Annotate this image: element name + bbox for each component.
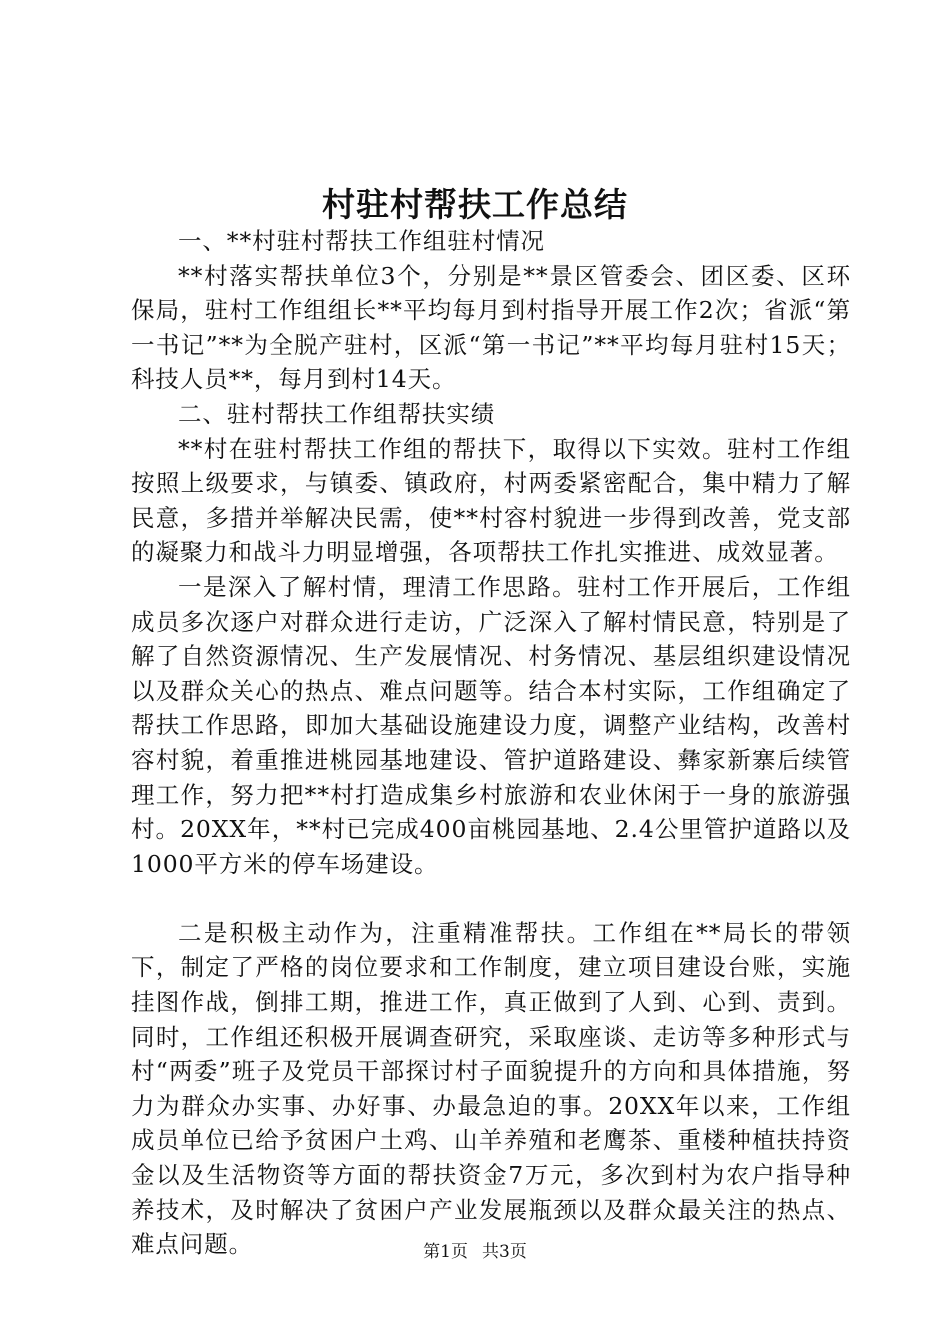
section-heading-2: 二、驻村帮扶工作组帮扶实绩: [178, 399, 496, 428]
paragraph: **村落实帮扶单位3个，分别是**景区管委会、团区委、区环保局，驻村工作组组长**平均每月到村指导开展工作2次；省派“第一书记”**为全脱产驻村，区派“第一书记”**平均每月驻村15天；科技人员**，每月到村14天。: [131, 261, 851, 394]
paragraph: **村在驻村帮扶工作组的帮扶下，取得以下实效。驻村工作组按照上级要求，与镇委、镇政府，村两委紧密配合，集中精力了解民意，多措并举解决民需，使**村容村貌进一步得到改善，党支部的凝聚力和战斗力明显增强，各项帮扶工作扎实推进、成效显著。: [131, 434, 851, 567]
page-number: 第1页: [423, 1242, 468, 1262]
paragraph: 二是积极主动作为，注重精准帮扶。工作组在**局长的带领下，制定了严格的岗位要求和工作制度，建立项目建设台账，实施挂图作战，倒排工期，推进工作，真正做到了人到、心到、责到。同时，工作组还积极开展调查研究，采取座谈、走访等多种形式与村“两委”班子及党员干部探讨村子面貌提升的方向和具体措施，努力为群众办实事、办好事、办最急迫的事。20XX年以来，工作组成员单位已给予贫困户土鸡、山羊养殖和老鹰茶、重楼种植扶持资金以及生活物资等方面的帮扶资金7万元，多次到村为农户指导种养技术，及时解决了贫困户产业发展瓶颈以及群众最关注的热点、难点问题。: [131, 918, 851, 1259]
document-title: 村驻村帮扶工作总结: [322, 185, 628, 224]
paragraph: 一是深入了解村情，理清工作思路。驻村工作开展后，工作组成员多次逐户对群众进行走访，广泛深入了解村情民意，特别是了解了自然资源情况、生产发展情况、村务情况、基层组织建设情况以及群众关心的热点、难点问题等。结合本村实际，工作组确定了帮扶工作思路，即加大基础设施建设力度，调整产业结构，改善村容村貌，着重推进桃园基地建设、管护道路建设、彝家新寨后续管理工作，努力把**村打造成集乡村旅游和农业休闲于一身的旅游强村。20XX年，**村已完成400亩桃园基地、2.4公里管护道路以及1000平方米的停车场建设。: [131, 572, 851, 878]
page-footer: [0, 1240, 950, 1264]
section-heading-1: 一、**村驻村帮扶工作组驻村情况: [178, 227, 545, 255]
page-count: 共3页: [482, 1242, 527, 1262]
document-body: [131, 224, 851, 1262]
blank-line: [131, 881, 851, 916]
